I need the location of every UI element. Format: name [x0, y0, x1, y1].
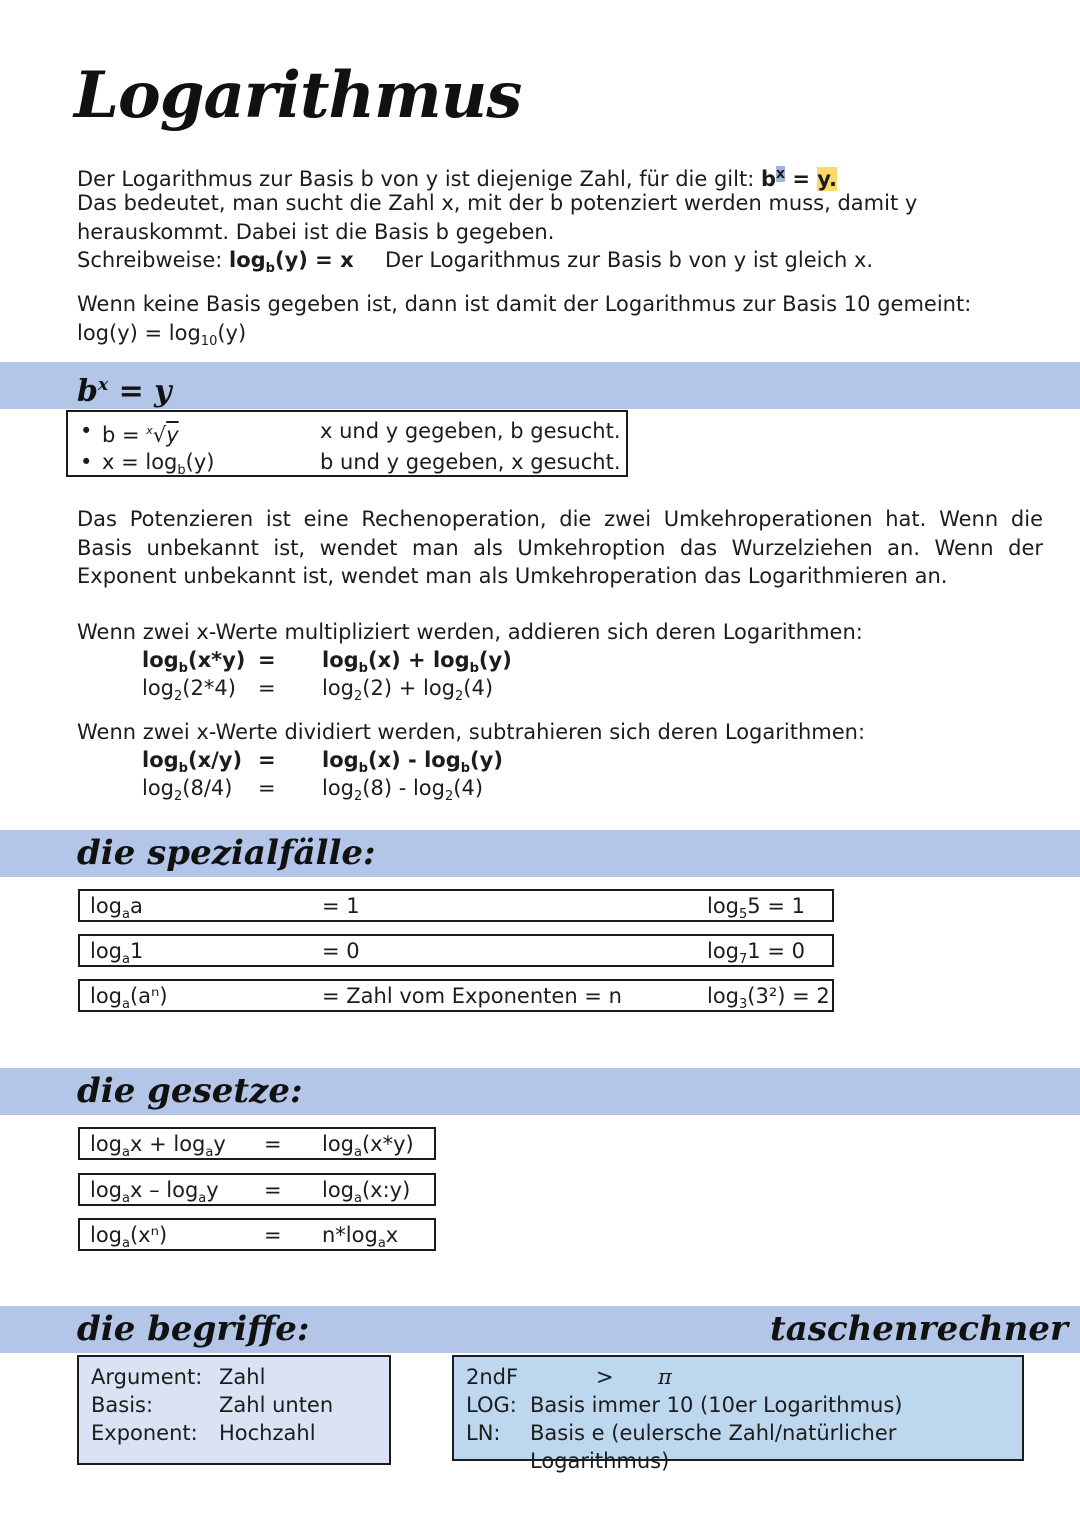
case-root-formula: • b = $^x$√y: [102, 417, 179, 449]
case-root-desc: x und y gegeben, b gesucht.: [320, 419, 621, 443]
laws-heading: die gesetze:: [77, 1071, 303, 1111]
base10-formula: $\log(y) = \log_{10}(y)$: [77, 321, 247, 350]
div-formulas: $\log_b(x/y)$ = $\log_b(x) - \log_b(y)$ $\log_2(8/4)$ = $\log_2(8) - \log_2(4)$: [142, 748, 503, 805]
terms-heading: die begriffe:: [77, 1309, 310, 1349]
calculator-heading: taschenrechner: [770, 1309, 1068, 1349]
case-log-formula: • $x = \log_b(y)$: [102, 448, 214, 485]
power-operations-text: Das Potenzieren ist eine Rechenoperation, die zwei Umkehroperationen hat. Wenn die Basis unbekannt ist, wendet man als Umkehroption das Wurzelziehen an. Wenn der Exponent unbekannt ist, wendet man als Umkehroperation das Logarithmieren an.: [77, 507, 1043, 588]
definition-text: Der Logarithmus zur Basis b von y ist diejenige Zahl, für die gilt:: [77, 167, 755, 191]
base10-text: Wenn keine Basis gegeben ist, dann ist damit der Logarithmus zur Basis 10 gemeint:: [77, 292, 972, 316]
mult-intro: Wenn zwei x-Werte multipliziert werden, addieren sich deren Logarithmen:: [77, 620, 863, 644]
notation-description: Der Logarithmus zur Basis b von y ist gleich x.: [385, 248, 874, 272]
page-title: Logarithmus: [74, 58, 522, 133]
calculator-box: 2ndF > π LOG: Basis immer 10 (10er Logarithmus) LN: Basis e (eulersche Zahl/natürlicher Logarithmus): [452, 1355, 1024, 1461]
notation-line: Schreibweise: $\log_b(y) = x$ Der Logarithmus zur Basis b von y ist gleich x.: [77, 248, 874, 277]
cases-box: [66, 410, 628, 477]
law-row-1: $\log_ax + \log_ay$ = $\log_a(x*y)$: [78, 1127, 436, 1160]
intro-explanation: Das bedeutet, man sucht die Zahl x, mit der b potenziert werden muss, damit y herauskommt. Dabei ist die Basis b gegeben.: [77, 191, 918, 244]
div-intro: Wenn zwei x-Werte dividiert werden, subtrahieren sich deren Logarithmen:: [77, 720, 866, 744]
law-row-3: $\log_a(x^n)$ = $n*\log_ax$: [78, 1218, 436, 1251]
law-row-2: $\log_ax - \log_ay$ = $\log_a(x:y)$: [78, 1173, 436, 1206]
special-row-3: $\log_a(a^n)$ = Zahl vom Exponenten = n $\log_3(3^2) = 2$: [78, 979, 834, 1012]
special-row-1: $\log_aa$ = 1 $\log_55 = 1$: [78, 889, 834, 922]
mult-formulas: $\log_b(x*y)$ = $\log_b(x) + \log_b(y)$ $\log_2(2*4)$ = $\log_2(2) + \log_2(4)$: [142, 648, 512, 705]
special-heading: die spezialfälle:: [77, 833, 376, 873]
band-power-formula: $b^x = y$: [77, 374, 172, 409]
terms-box: Argument: Zahl Basis: Zahl unten Exponent: Hochzahl: [77, 1355, 391, 1465]
special-row-2: $\log_a1$ = 0 $\log_71 = 0$: [78, 934, 834, 967]
case-log-desc: b und y gegeben, x gesucht.: [320, 450, 621, 474]
definition-formula: $b^x = y$.: [760, 166, 838, 191]
